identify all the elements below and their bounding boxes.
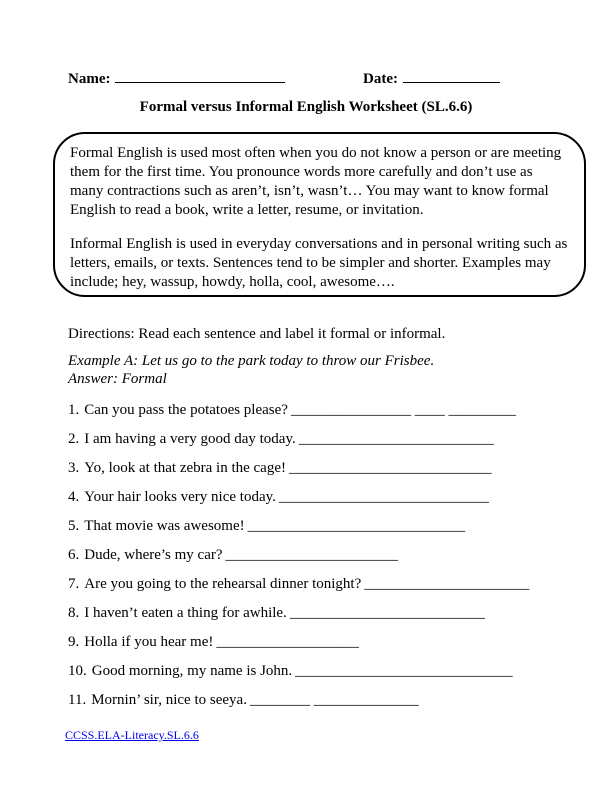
question-sentence: Are you going to the rehearsal dinner tonight? <box>84 576 362 592</box>
name-field-row <box>68 70 285 88</box>
question-sentence: I am having a very good day today. <box>84 431 296 447</box>
answer-blank: ____________________________ <box>278 489 489 505</box>
question-number: 5. <box>68 518 80 534</box>
question-sentence: Yo, look at that zebra in the cage! <box>84 460 286 476</box>
answer-blank: _____________________________ <box>295 663 513 679</box>
answer-blank: __________________________ <box>289 605 485 621</box>
question-sentence: Can you pass the potatoes please? <box>84 402 288 418</box>
answer-blank: _______________________ <box>225 547 399 563</box>
name-write-line <box>115 70 285 83</box>
question-item-8 <box>68 605 558 621</box>
question-number: 4. <box>68 489 80 505</box>
name-label: Name: <box>68 71 111 87</box>
example-block <box>68 352 434 388</box>
question-item-1 <box>68 402 558 418</box>
answer-blank: ________ ______________ <box>249 692 419 708</box>
answer-blank: ______________________ <box>364 576 530 592</box>
question-number: 11. <box>68 692 87 708</box>
question-sentence: Dude, where’s my car? <box>84 547 223 563</box>
answer-blank: __________________________ <box>298 431 494 447</box>
question-item-5 <box>68 518 558 534</box>
directions-text: Directions: Read each sentence and label it formal or informal. <box>68 326 446 342</box>
question-sentence: Holla if you hear me! <box>84 634 214 650</box>
answer-blank: ___________________________ <box>289 460 492 476</box>
worksheet-title: Formal versus Informal English Worksheet (SL.6.6) <box>139 99 473 115</box>
question-item-3 <box>68 460 558 476</box>
question-list <box>68 402 558 721</box>
question-sentence: Your hair looks very nice today. <box>84 489 276 505</box>
date-field-row <box>363 70 500 88</box>
question-item-7 <box>68 576 558 592</box>
ccss-standard-link[interactable]: CCSS.ELA-Literacy.SL.6.6 <box>65 728 199 742</box>
question-number: 3. <box>68 460 80 476</box>
question-number: 1. <box>68 402 80 418</box>
definition-box <box>53 132 586 297</box>
question-item-6 <box>68 547 558 563</box>
example-sentence: Example A: Let us go to the park today to throw our Frisbee. <box>68 353 435 369</box>
question-item-11 <box>68 692 558 708</box>
question-number: 8. <box>68 605 80 621</box>
question-item-9 <box>68 634 558 650</box>
date-write-line <box>403 70 500 83</box>
formal-english-paragraph: Formal English is used most often when you do not know a person or are meeting them for the first time. You pronounce words more carefully and don’t use as many contractions such as aren’t, isn’t, wasn’t… You may want to know formal English to read a book, write a letter, resume, or invitation. <box>70 145 562 218</box>
informal-english-paragraph: Informal English is used in everyday conversations and in personal writing such as letters, emails, or texts. Sentences tend to be simpler and shorter. Examples may include; hey, wassup, howdy, holla, cool, awesome…. <box>70 236 568 290</box>
question-number: 10. <box>68 663 87 679</box>
question-sentence: I haven’t eaten a thing for awhile. <box>84 605 287 621</box>
question-item-10 <box>68 663 558 679</box>
answer-blank: _____________________________ <box>247 518 466 534</box>
answer-blank: ___________________ <box>216 634 359 650</box>
question-number: 7. <box>68 576 80 592</box>
question-sentence: Mornin’ sir, nice to seeya. <box>91 692 247 708</box>
date-label: Date: <box>363 71 398 87</box>
answer-blank: ________________ ____ _________ <box>290 402 516 418</box>
question-number: 2. <box>68 431 80 447</box>
question-item-4 <box>68 489 558 505</box>
question-sentence: Good morning, my name is John. <box>91 663 293 679</box>
question-number: 9. <box>68 634 80 650</box>
question-item-2 <box>68 431 558 447</box>
question-sentence: That movie was awesome! <box>84 518 245 534</box>
question-number: 6. <box>68 547 80 563</box>
example-answer: Answer: Formal <box>68 371 167 387</box>
